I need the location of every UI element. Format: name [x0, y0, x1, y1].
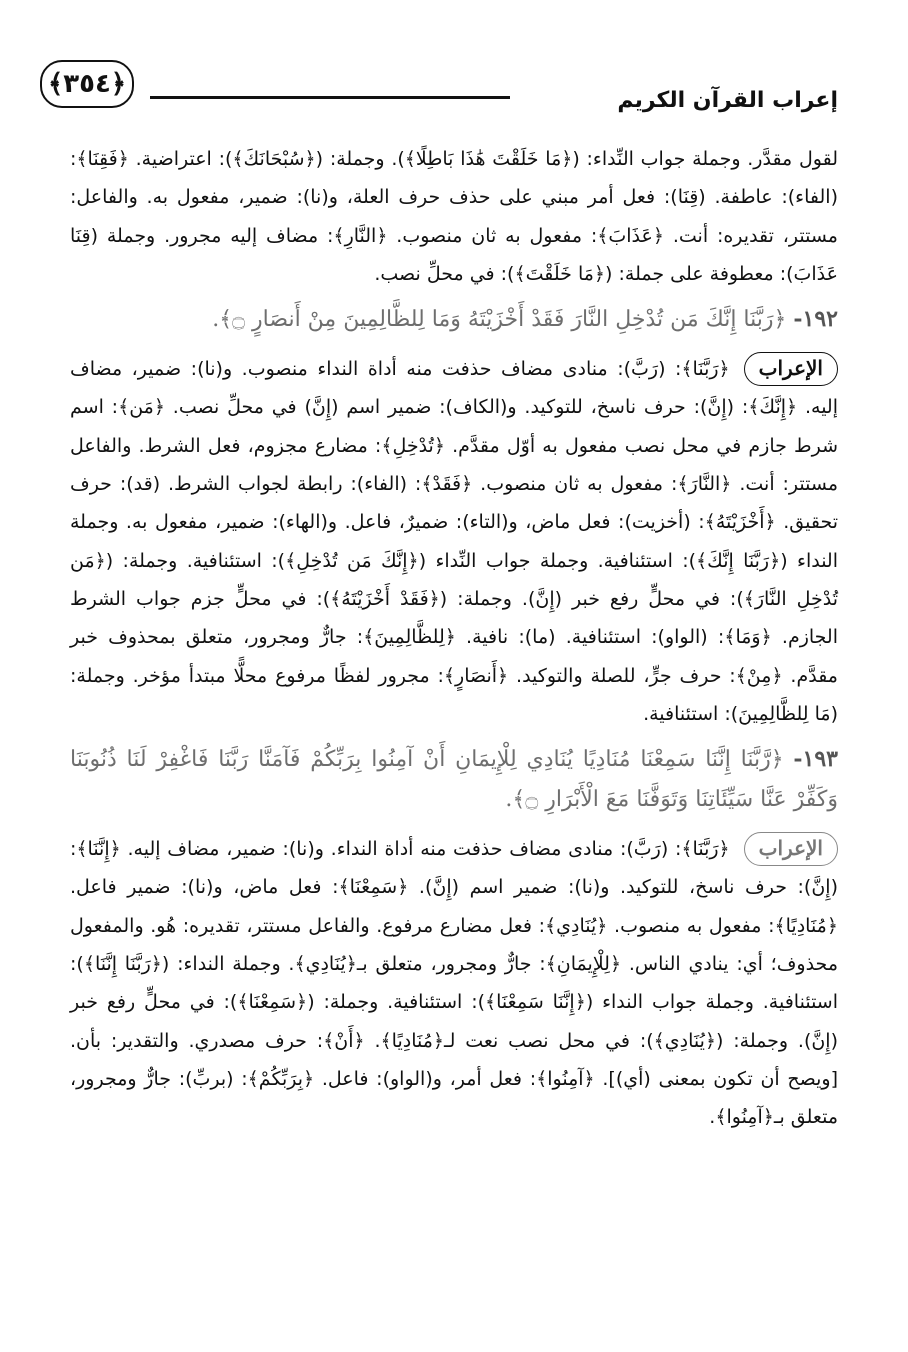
verse-192-number: ١٩٢- — [793, 306, 838, 333]
irab-section-193 — [70, 830, 838, 1136]
verse-193-text: ﴿رَّبَّنَا إِنَّنَا سَمِعْنَا مُنَادِيًا يُنَادِي لِلْإِيمَانِ أَنْ آمِنُوا بِرَبِّكُمْ فَآمَنَّا رَبَّنَا فَاغْفِرْ لَنَا ذُنُوبَنَا وَكَفِّرْ عَنَّا سَيِّئَاتِنَا وَتَوَفَّنَا مَعَ الْأَبْرَارِ ۝﴾. — [70, 747, 838, 813]
irab-section-192 — [70, 350, 838, 733]
verse-192 — [70, 299, 838, 340]
page-header — [40, 60, 838, 120]
irab-label: الإعراب — [744, 352, 838, 386]
paragraph-3: ﴿رَبَّنَا﴾: (رَبَّ): منادى مضاف حذفت منه أداة النداء. و(نا): ضمير، مضاف إليه. ﴿إِنَّنَا﴾: (إِنَّ): حرف ناسخ، للتوكيد. و(نا): ضمير اسم (إِنَّ). ﴿سَمِعْنَا﴾: فعل ماض، و(نا): ضمير فاعل. ﴿مُنَادِيًا﴾: مفعول به منصوب. ﴿يُنَادِي﴾: فعل مضارع مرفوع. والفاعل مستتر، تقديره: هُو. والمفعول محذوف؛ أي: ينادي الناس. ﴿لِلْإِيمَانِ﴾: جارٌّ ومجرور، متعلق بـ﴿يُنَادِي﴾. وجملة النداء: (﴿رَبَّنَا إِنَّنَا﴾): استئنافية. وجملة جواب النداء (﴿إِنَّنَا سَمِعْنَا﴾): استئنافية. وجملة: (﴿سَمِعْنَا﴾): في محلٍّ رفع خبر (إِنَّ). وجملة: (﴿يُنَادِي﴾): في محل نصب نعت لـ﴿مُنَادِيًا﴾. ﴿أَنْ﴾: حرف مصدري. والتقدير: بأن. [ويصح أن تكون بمعنى (أي)]. ﴿آمِنُوا﴾: فعل أمر، و(الواو): فاعل. ﴿بِرَبِّكُمْ﴾: (بربِّ): جارٌّ ومجرور، متعلق بـ﴿آمِنُوا﴾. — [70, 838, 838, 1129]
page-body — [70, 140, 838, 1137]
verse-193 — [70, 739, 838, 820]
header-rule — [150, 96, 510, 99]
verse-193-number: ١٩٣- — [793, 746, 838, 773]
book-title: إعراب القرآن الكريم — [617, 88, 838, 113]
verse-192-text: ﴿رَبَّنَا إِنَّكَ مَن تُدْخِلِ النَّارَ فَقَدْ أَخْزَيْتَهُ وَمَا لِلظَّالِمِينَ مِنْ أَنصَارٍ ۝﴾. — [212, 307, 787, 333]
paragraph-2: ﴿رَبَّنَا﴾: (رَبَّ): منادى مضاف حذفت منه أداة النداء منصوب. و(نا): ضمير، مضاف إليه. ﴿إِنَّكَ﴾: (إِنَّ): حرف ناسخ، للتوكيد. و(الكاف): ضمير اسم (إِنَّ) في محلِّ نصب. ﴿مَن﴾: اسم شرط جازم في محل نصب مفعول به أوّل مقدَّم. ﴿تُدْخِلِ﴾: مضارع مجزوم، فعل الشرط. والفاعل مستتر: أنت. ﴿النَّارَ﴾: مفعول به ثان منصوب. ﴿فَقَدْ﴾: (الفاء): رابطة لجواب الشرط. (قد): حرف تحقيق. ﴿أَخْزَيْتَهُ﴾: (أخزيت): فعل ماض، و(التاء): ضميرٌ، فاعل. و(الهاء): ضمير، مفعول به. وجملة النداء (﴿رَبَّنَا إِنَّكَ﴾): استئنافية. وجملة جواب النِّداء (﴿إِنَّكَ مَن تُدْخِلِ﴾): استئنافية. وجملة: (﴿مَن تُدْخِلِ النَّارَ﴾): في محلٍّ رفع خبر (إِنَّ). وجملة: (﴿فَقَدْ أَخْزَيْتَهُ﴾): في محلٍّ جزم جواب الشرط الجازم. ﴿وَمَا﴾: (الواو): استئنافية. (ما): نافية. ﴿لِلظَّالِمِينَ﴾: جارٌّ ومجرور، متعلق بمحذوف خبر مقدَّم. ﴿مِنْ﴾: حرف جرٍّ، للصلة والتوكيد. ﴿أَنصَارٍ﴾: مجرور لفظًا مرفوع محلًّا مبتدأ مؤخر. وجملة: (مَا لِلظَّالِمِينَ): استئنافية. — [70, 358, 838, 725]
paragraph-1: لقول مقدَّر. وجملة جواب النِّداء: (﴿مَا خَلَقْتَ هَٰذَا بَاطِلًا﴾). وجملة: (﴿سُبْحَانَكَ﴾): اعتراضية. ﴿فَقِنَا﴾: (الفاء): عاطفة. (قِنَا): فعل أمر مبني على حذف حرف العلة، و(نا): ضمير، مفعول به. والفاعل: مستتر، تقديره: أنت. ﴿عَذَابَ﴾: مفعول به ثان منصوب. ﴿النَّارِ﴾: مضاف إليه مجرور. وجملة (قِنَا عَذَابَ): معطوفة على جملة: (﴿مَا خَلَقْتَ﴾): في محلِّ نصب. — [70, 148, 838, 285]
page-number: ﴿٣٥٤﴾ — [40, 60, 134, 108]
irab-label-2: الإعراب — [744, 832, 838, 866]
